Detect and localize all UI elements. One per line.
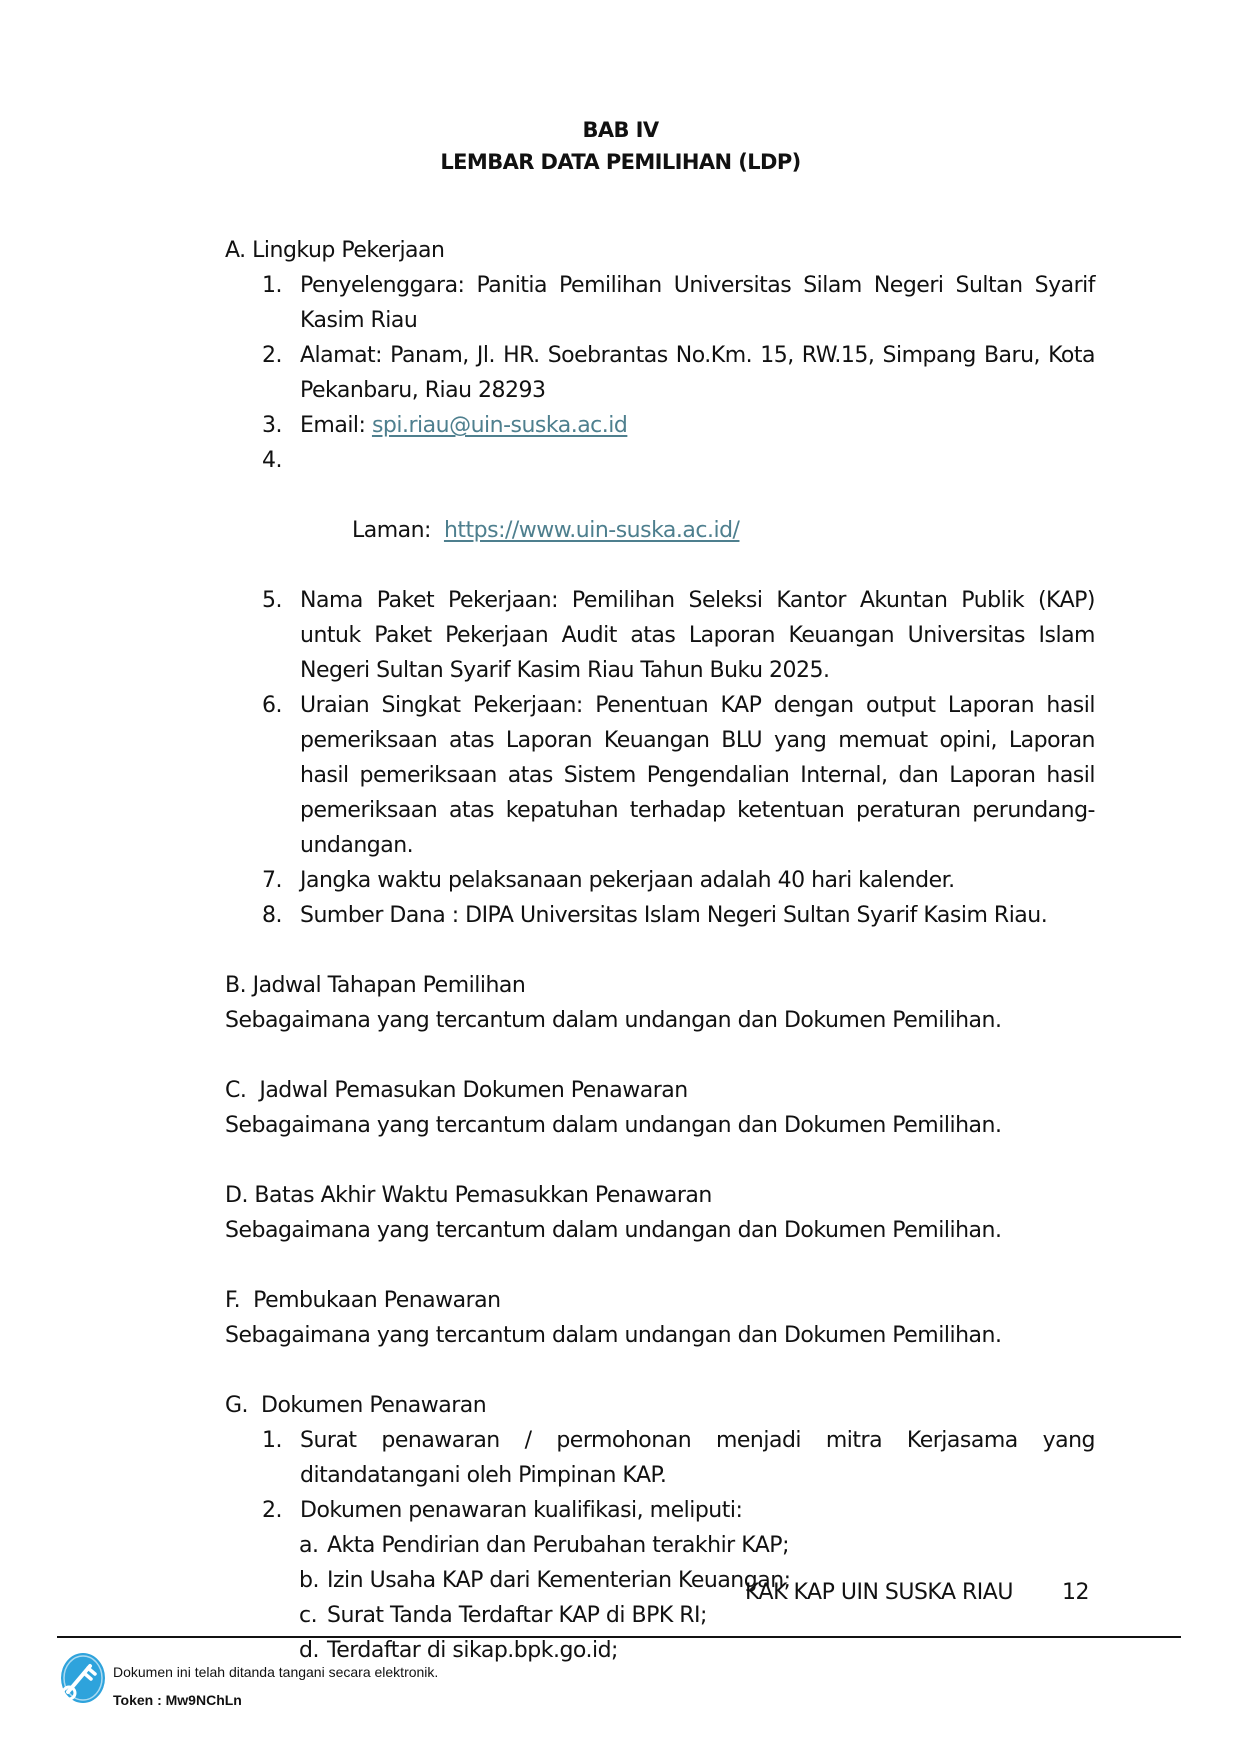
spacer [225, 1353, 1095, 1388]
list-text: Jangka waktu pelaksanaan pekerjaan adalah 40 hari kalender. [300, 868, 955, 893]
spacer [225, 933, 1095, 968]
e-signature-notice: Dokumen ini telah ditanda tangani secara elektronik. [113, 1664, 439, 1680]
chapter-label: BAB IV [582, 118, 659, 142]
page-number: 12 [1062, 1580, 1089, 1605]
sub-list-text: Izin Usaha KAP dari Kementerian Keuangan; [327, 1568, 791, 1593]
email-link[interactable]: spi.riau@uin-suska.ac.id [371, 413, 628, 438]
list-number: 2. [262, 343, 282, 368]
section-a-list [225, 268, 1095, 933]
running-footer [745, 1580, 1095, 1605]
spacer [225, 1248, 1095, 1283]
section-a-heading: A. Lingkup Pekerjaan [225, 238, 445, 263]
list-item [225, 898, 1095, 933]
list-text-line: ditandatangani oleh Pimpinan KAP. [300, 1463, 667, 1488]
section-f-text: Sebagaimana yang tercantum dalam undangan dan Dokumen Pemilihan. [225, 1323, 1002, 1348]
list-number: 1. [262, 1428, 282, 1453]
list-text: Nama Paket Pekerjaan: Pemilihan Seleksi Kantor Akuntan Publik (KAP) untuk Paket Pekerjaan Audit atas Laporan Keuangan Universitas Islam Negeri Sultan Syarif Kasim Riau Tahun Buku 2025. [300, 588, 1095, 683]
list-item [225, 688, 1095, 863]
list-text: Alamat: Panam, Jl. HR. Soebrantas No.Km. 15, RW.15, Simpang Baru, Kota Pekanbaru, Riau 28293 [300, 343, 1095, 403]
list-number: 3. [262, 413, 282, 438]
sub-list-text: Terdaftar di sikap.bpk.go.id; [327, 1638, 618, 1663]
sub-list-letter: b. [299, 1568, 319, 1593]
sub-list-item [225, 1528, 1095, 1563]
spacer [225, 1143, 1095, 1178]
list-item [225, 863, 1095, 898]
list-number: 4. [262, 448, 282, 473]
section-c-text: Sebagaimana yang tercantum dalam undangan dan Dokumen Pemilihan. [225, 1113, 1002, 1138]
e-signature-token: Token : Mw9NChLn [113, 1692, 242, 1708]
list-text: Sumber Dana : DIPA Universitas Islam Negeri Sultan Syarif Kasim Riau. [300, 903, 1048, 928]
list-number: 5. [262, 588, 282, 613]
list-number: 7. [262, 868, 282, 893]
document-body [225, 233, 1095, 1668]
list-number: 6. [262, 693, 282, 718]
list-number: 1. [262, 273, 282, 298]
sub-list-letter: d. [299, 1638, 319, 1663]
list-item [225, 1423, 1095, 1493]
section-g-heading: G. Dokumen Penawaran [225, 1393, 487, 1418]
section-d-text: Sebagaimana yang tercantum dalam undangan dan Dokumen Pemilihan. [225, 1218, 1002, 1243]
list-number: 2. [262, 1498, 282, 1523]
list-text: Uraian Singkat Pekerjaan: Penentuan KAP dengan output Laporan hasil pemeriksaan atas Laporan Keuangan BLU yang memuat opini, Laporan hasil pemeriksaan atas Sistem Pengendalian Internal, dan Laporan hasil pemeriksaan atas kepatuhan terhadap ketentuan peraturan perundang-undangan. [300, 693, 1095, 858]
list-item [225, 338, 1095, 408]
sub-list-letter: c. [299, 1603, 318, 1628]
section-c-heading: C. Jadwal Pemasukan Dokumen Penawaran [225, 1078, 688, 1103]
list-text-line: Surat penawaran / permohonan menjadi mitra Kerjasama yang [300, 1428, 1095, 1453]
page-title: LEMBAR DATA PEMILIHAN (LDP) [440, 150, 801, 174]
sub-list-item [225, 1633, 1095, 1668]
key-seal-icon [60, 1652, 106, 1704]
spacer [225, 1038, 1095, 1073]
section-f-heading: F. Pembukaan Penawaran [225, 1288, 501, 1313]
list-number: 8. [262, 903, 282, 928]
section-g-list [225, 1423, 1095, 1668]
sub-list-letter: a. [299, 1533, 319, 1558]
footer-label: KAK KAP UIN SUSKA RIAU [745, 1580, 1013, 1605]
email-label: Email: [300, 413, 372, 438]
section-b-heading: B. Jadwal Tahapan Pemilihan [225, 973, 526, 998]
sub-list-text: Akta Pendirian dan Perubahan terakhir KAP; [327, 1533, 789, 1558]
list-text: Penyelenggara: Panitia Pemilihan Universitas Silam Negeri Sultan Syarif Kasim Riau [300, 273, 1095, 333]
sub-list-text: Surat Tanda Terdaftar KAP di BPK RI; [327, 1603, 707, 1628]
website-label: Laman: [351, 518, 444, 543]
list-item [225, 583, 1095, 688]
list-item [225, 408, 1095, 443]
section-b-text: Sebagaimana yang tercantum dalam undangan dan Dokumen Pemilihan. [225, 1008, 1002, 1033]
website-link[interactable]: https://www.uin-suska.ac.id/ [443, 518, 740, 543]
footer-divider [57, 1636, 1181, 1638]
list-text: Dokumen penawaran kualifikasi, meliputi: [300, 1498, 743, 1523]
list-item [225, 1493, 1095, 1528]
section-d-heading: D. Batas Akhir Waktu Pemasukkan Penawaran [225, 1183, 712, 1208]
list-item [225, 443, 1095, 583]
list-item [225, 268, 1095, 338]
